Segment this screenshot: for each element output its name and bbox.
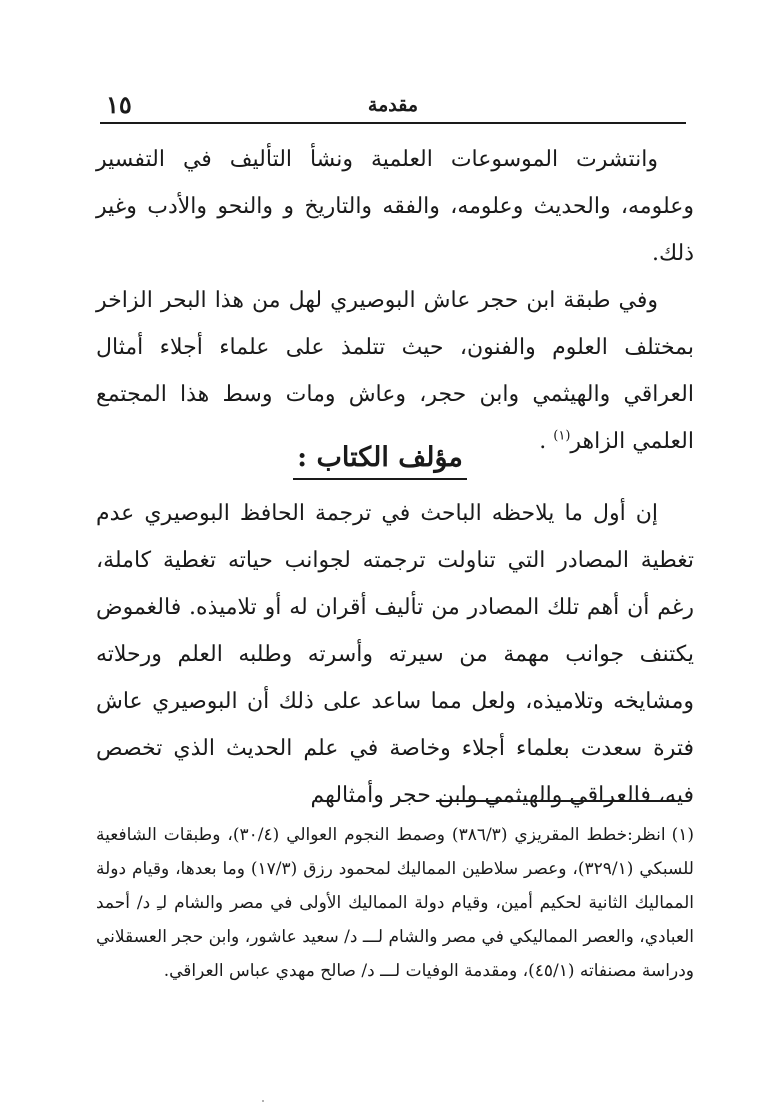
page-number: ١٥: [106, 90, 132, 119]
footnote-marker: (١): [671, 825, 695, 845]
footnotes: [96, 818, 694, 988]
scan-speck: [262, 1100, 264, 1102]
intro-paragraph-2-end: .: [539, 429, 554, 454]
section-heading-text: مؤلف الكتاب :: [293, 440, 467, 480]
footnote-reference: (١): [553, 428, 571, 444]
section-paragraph: إن أول ما يلاحظه الباحث في ترجمة الحافظ البوصيري عدم تغطية المصادر التي تناولت ترجمته لجوانب حياته تغطية كاملة، رغم أن أهم تلك المصادر من تأليف أقران له أو تلاميذه. فالغموض يكتنف جوانب مهمة من سيرته وأسرته وطلبه العلم ورحلاته ومشايخه وتلاميذه، ولعل مما ساعد على ذلك أن البوصيري عاش فترة سعدت بعلماء أجلاء وخاصة في علم الحديث الذي تخصص فيه، فالعراقي والهيثمي وابن حجر وأمثالهم: [96, 501, 694, 808]
intro-paragraph-1: وانتشرت الموسوعات العلمية ونشأ التأليف في التفسير وعلومه، والحديث وعلومه، والفقه والتاريخ و والنحو والأدب وغير ذلك.: [96, 147, 694, 266]
running-header: [100, 90, 686, 124]
section-heading: [0, 440, 760, 480]
intro-text: [96, 136, 694, 465]
intro-paragraph-2: [96, 277, 694, 465]
running-title: مقدمة: [367, 94, 419, 116]
footnote-divider: [436, 800, 676, 802]
footnote-text: انظر:خطط المقريزي (٣٨٦/٣) وصمط النجوم العوالي (٣٠/٤)، وطبقات الشافعية للسبكي (٣٢٩/١)، وعصر سلاطين المماليك لمحمود رزق (١٧/٣) وما بعدها، وقيام دولة المماليك الثانية لحكيم أمين، وقيام دولة المماليك الأولى في مصر والشام لـِ د/ أحمد العبادي، والعصر المماليكي في مصر والشام لـــ د/ سعيد عاشور، وابن حجر العسقلاني ودراسة مصنفاته (٤٥/١)، ومقدمة الوفيات لـــ د/ صالح مهدي عباس العراقي.: [96, 825, 694, 981]
intro-paragraph-2-text: وفي طبقة ابن حجر عاش البوصيري لهل من هذا البحر الزاخر بمختلف العلوم والفنون، حيث تتلمذ على علماء أجلاء أمثال العراقي والهيثمي وابن حجر، وعاش ومات وسط هذا المجتمع العلمي الزاهر: [96, 288, 694, 454]
footnote-1: [96, 818, 694, 988]
section-body: [96, 490, 694, 819]
